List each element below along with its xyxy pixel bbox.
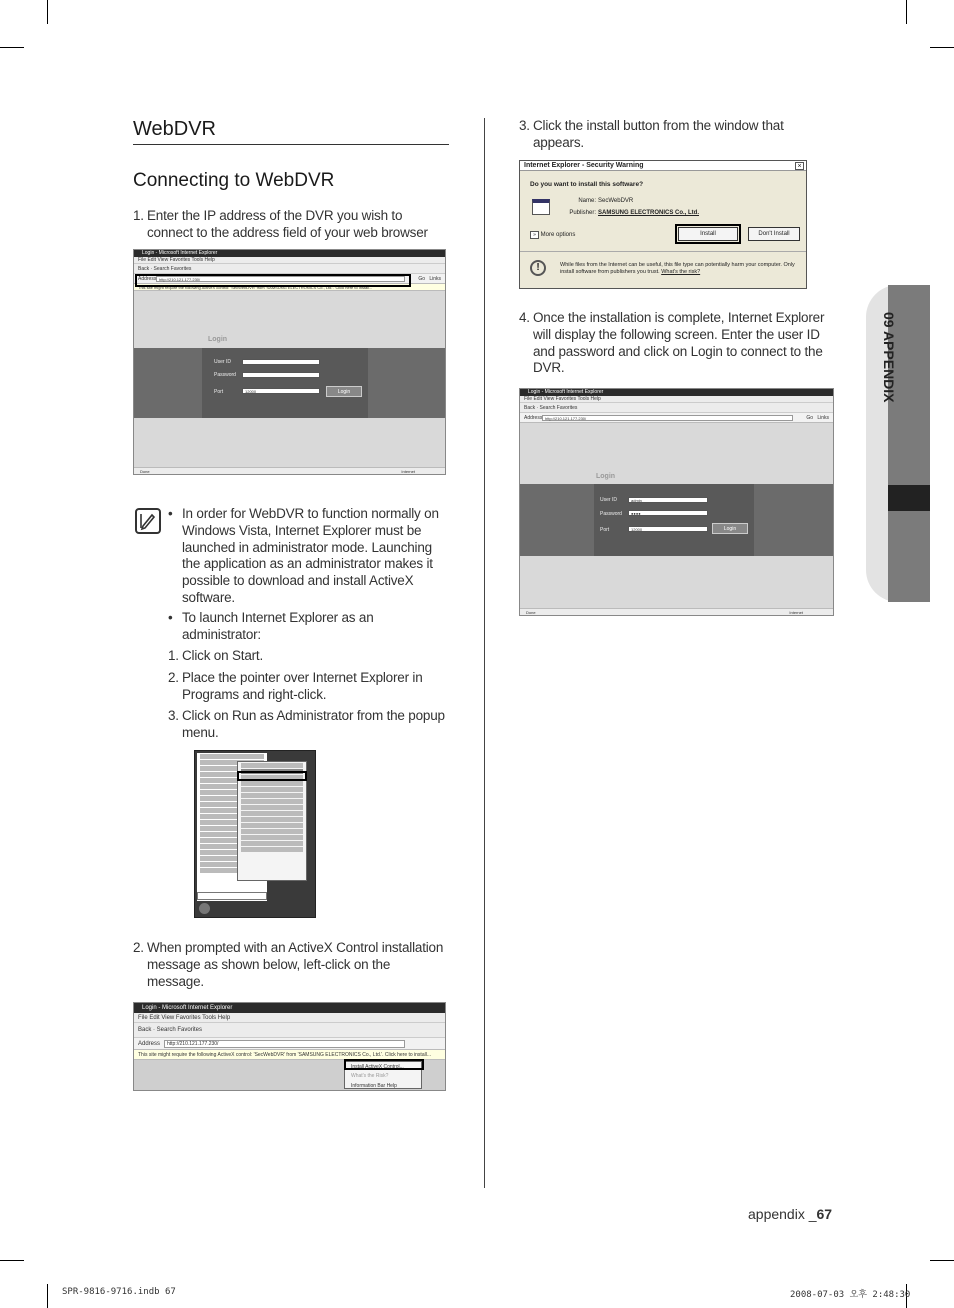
info-bar: This site might require the following ActiveX control: 'SecWebDVR' from 'SAMSUNG ELECTRONICS Co., Ltd.'. Click here to install... (134, 284, 445, 291)
login-caption: Login (208, 336, 228, 343)
footer-prefix: appendix _ (748, 1206, 817, 1222)
substep-number: 2. (168, 670, 179, 685)
dont-install-button: Don't Install (748, 227, 800, 241)
address-field: http://210.121.177.230/ (164, 1040, 405, 1048)
more-options (530, 231, 575, 239)
menu-bar: File Edit View Favorites Tools Help (134, 1013, 445, 1023)
screenshot-login-address (133, 249, 446, 475)
substep-text: Place the pointer over Internet Explorer in Programs and right-click. (182, 670, 423, 702)
crop-mark (906, 0, 907, 24)
install-button: Install (678, 227, 738, 241)
program-icon (532, 199, 550, 215)
highlight-box (344, 1059, 424, 1070)
note-substep-2 (168, 670, 448, 704)
menu-bar: File Edit View Favorites Tools Help (134, 257, 445, 264)
status-bar (520, 608, 833, 615)
crop-mark (47, 0, 48, 24)
password-label: Password (600, 511, 622, 517)
subsection-title: Connecting to WebDVR (133, 170, 335, 191)
login-button: Login (326, 386, 362, 397)
bullet-dot: • (168, 506, 173, 521)
step-2 (133, 940, 449, 990)
publisher-link: SAMSUNG ELECTRONICS Co., Ltd. (598, 210, 699, 216)
note-substep-3 (168, 708, 448, 742)
window-title: Login - Microsoft Internet Explorer (134, 1003, 445, 1013)
note-text: In order for WebDVR to function normally on Windows Vista, Internet Explorer must be launched in administrator mode. Launching the application as an administrator makes it possible to download and install ActiveX software. (182, 506, 439, 605)
crop-mark (0, 1260, 24, 1261)
crop-mark (930, 1260, 954, 1261)
port-label: Port (600, 527, 610, 533)
chapter-tab-marker (888, 485, 930, 511)
crop-mark (47, 1284, 48, 1308)
step-4 (519, 310, 835, 377)
port-field: 12000 (242, 388, 320, 394)
warning-shield-icon: ! (530, 260, 546, 276)
window-title: Login - Microsoft Internet Explorer (520, 389, 833, 396)
page-footer (748, 1206, 832, 1222)
user-id-label: User ID (600, 497, 617, 503)
page-number: 67 (816, 1206, 833, 1222)
warning-body: While files from the Internet can be useful, this file type can potentially harm your computer. Only install software from publishers you trust. (560, 262, 795, 275)
start-orb-icon (199, 903, 210, 914)
substep-text: Click on Start. (182, 648, 264, 663)
step-1 (133, 208, 449, 242)
password-field: ●●●● (628, 510, 708, 516)
step-text: Click the install button from the window that appears. (533, 118, 784, 150)
user-id-field (242, 359, 320, 365)
menu-item-info-bar-help: Information Bar Help (351, 1083, 397, 1089)
toolbar: Back · Search Favorites (520, 403, 833, 413)
close-icon: × (795, 162, 804, 170)
screenshot-infobar (133, 1002, 446, 1091)
substep-number: 3. (168, 708, 179, 723)
step-number: 3. (519, 118, 530, 133)
step-number: 4. (519, 310, 530, 325)
chapter-tab (866, 285, 930, 602)
note-bullet-1 (168, 506, 448, 607)
password-field (242, 372, 320, 378)
go-label: Go (806, 415, 813, 421)
menu-item-whats-the-risk: What's the Risk? (351, 1073, 389, 1079)
dialog-divider (520, 251, 806, 252)
section-rule (133, 144, 449, 145)
substep-number: 1. (168, 648, 179, 663)
note-text: To launch Internet Explorer as an administrator: (182, 610, 374, 642)
port-label: Port (214, 389, 224, 395)
step-3 (519, 118, 835, 152)
step-text: Enter the IP address of the DVR you wish to connect to the address field of your web browser (147, 208, 428, 240)
print-file-info: SPR-9816-9716.indb 67 (62, 1287, 176, 1297)
address-bar (520, 413, 833, 423)
status-bar (134, 467, 445, 474)
note-substep-1 (168, 648, 448, 665)
address-field: http://210.121.177.230/ (156, 276, 405, 282)
highlight-box (675, 224, 741, 244)
address-label: Address (138, 1041, 161, 1047)
crop-mark (0, 47, 24, 48)
note-pencil-icon (135, 508, 161, 534)
name-value: SecWebDVR (598, 198, 634, 204)
step-number: 1. (133, 208, 144, 223)
start-search-box (197, 892, 267, 900)
status-done: Done (140, 469, 150, 474)
menu-bar: File Edit View Favorites Tools Help (520, 396, 833, 403)
screenshot-security-warning (519, 160, 807, 289)
bullet-dot: • (168, 610, 173, 625)
whats-the-risk-link: What's the risk? (661, 269, 701, 275)
dialog-question: Do you want to install this software? (530, 181, 644, 188)
login-caption: Login (596, 473, 616, 480)
password-label: Password (214, 372, 236, 378)
highlight-box (237, 771, 307, 781)
status-done: Done (526, 610, 536, 615)
menu-item-install-activex: Install ActiveX Control... (351, 1064, 404, 1070)
window-title: Login - Microsoft Internet Explorer (134, 250, 445, 257)
crop-mark (930, 47, 954, 48)
name-label: Name: (578, 198, 596, 204)
go-label: Go (418, 276, 425, 282)
toolbar: Back · Search Favorites (134, 1023, 445, 1038)
screenshot-start-menu (194, 750, 316, 918)
publisher-label: Publisher: (569, 210, 596, 216)
address-field: http://210.121.177.230/ (542, 415, 793, 421)
note-bullet-2 (168, 610, 448, 644)
status-zone: Internet (789, 610, 803, 615)
toolbar: Back · Search Favorites (134, 264, 445, 274)
port-field: 12000 (628, 526, 708, 532)
links-label: Links (429, 276, 441, 282)
info-bar: This site might require the following ActiveX control: 'SecWebDVR' from 'SAMSUNG ELECTRONICS Co., Ltd.'. Click here to install... (134, 1050, 445, 1060)
substep-text: Click on Run as Administrator from the popup menu. (182, 708, 445, 740)
chevron-down-icon: » (530, 231, 539, 239)
status-zone: Internet (401, 469, 415, 474)
address-label: Address (138, 276, 157, 282)
screenshot-login-filled (519, 388, 834, 616)
address-bar (134, 1038, 445, 1050)
login-panel (594, 484, 754, 556)
more-options-label: More options (540, 232, 576, 238)
warning-text (560, 262, 800, 276)
step-text: When prompted with an ActiveX Control installation message as shown below, left-click on the message. (147, 940, 444, 989)
dialog-title: Internet Explorer - Security Warning (520, 161, 806, 171)
chapter-tab-label: 09 APPENDIX (881, 312, 897, 403)
column-divider (484, 118, 485, 1188)
user-id-label: User ID (214, 359, 231, 365)
print-timestamp: 2008-07-03 오후 2:48:30 (790, 1290, 911, 1300)
login-button: Login (712, 523, 748, 534)
step-number: 2. (133, 940, 144, 955)
address-label: Address (524, 415, 543, 421)
user-id-field: admin (628, 497, 708, 503)
step-text: Once the installation is complete, Internet Explorer will display the following screen. Enter the user ID and password and click on Login to connect to the DVR. (533, 310, 825, 376)
section-title: WebDVR (133, 118, 216, 140)
links-label: Links (817, 415, 829, 421)
highlight-box (135, 274, 411, 287)
